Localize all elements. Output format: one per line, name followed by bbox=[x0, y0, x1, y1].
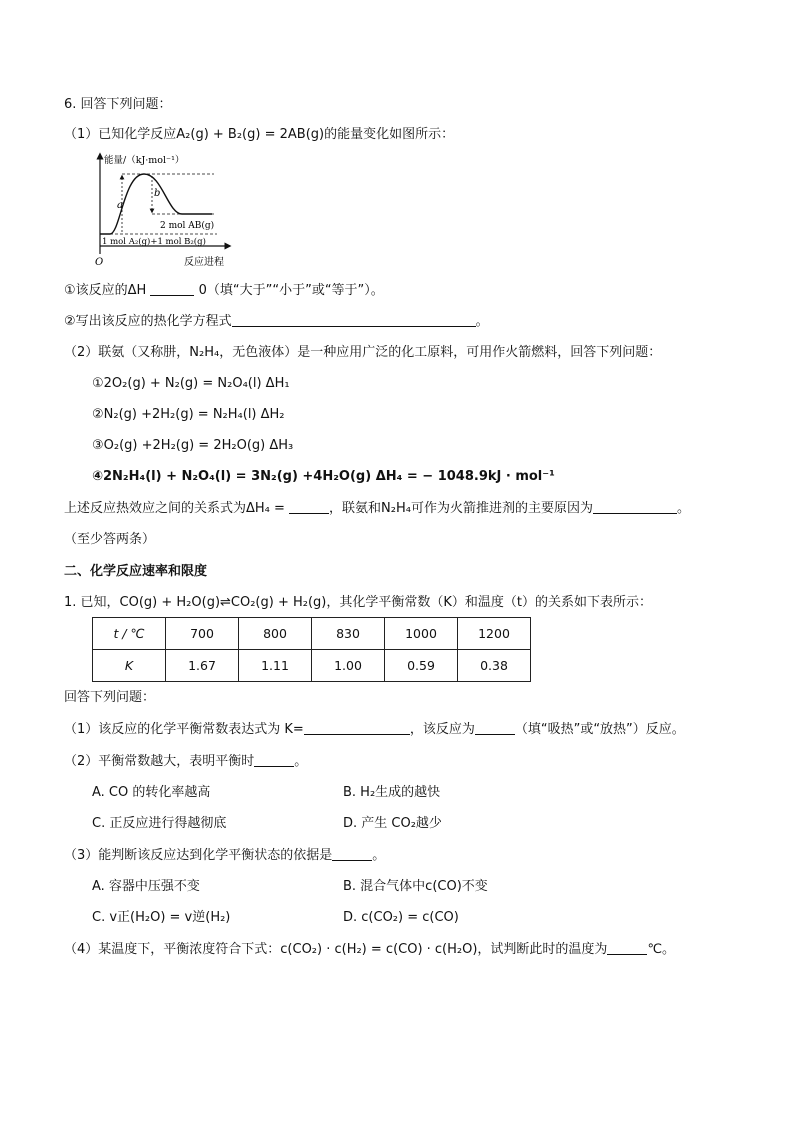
table-cell: 0.38 bbox=[458, 650, 531, 682]
q6-part2-intro: （2）联氨（又称肼，N₂H₄，无色液体）是一种应用广泛的化工原料，可用作火箭燃料，回答下列问题： bbox=[64, 345, 662, 360]
answer-blank-k-expression[interactable] bbox=[304, 720, 410, 735]
table-cell: 1.00 bbox=[312, 650, 385, 682]
equation-3: ③O₂(g) +2H₂(g) = 2H₂O(g) ΔH₃ bbox=[92, 438, 294, 453]
k-table bbox=[92, 617, 531, 682]
q6-sub2 bbox=[64, 312, 489, 332]
s3-line bbox=[64, 846, 385, 866]
answer-blank-reasons[interactable] bbox=[593, 499, 677, 514]
s2-line bbox=[64, 752, 307, 772]
answer-blank-temperature[interactable] bbox=[607, 940, 647, 955]
q6-relation-note: （至少答两条） bbox=[64, 532, 156, 547]
table-header-cell: K bbox=[93, 650, 166, 682]
s3-option-d[interactable]: D. c(CO₂) = c(CO) bbox=[343, 910, 459, 925]
table-cell: 1000 bbox=[385, 618, 458, 650]
s3-option-a[interactable]: A. 容器中压强不变 bbox=[92, 879, 200, 894]
table-row-k bbox=[93, 650, 531, 682]
s1-middle: ，该反应为 bbox=[409, 722, 475, 737]
table-cell: 0.59 bbox=[385, 650, 458, 682]
answer-blank-s3[interactable] bbox=[332, 846, 372, 861]
s2-option-a[interactable]: A. CO 的转化率越高 bbox=[92, 785, 211, 800]
table-cell: 1.11 bbox=[239, 650, 312, 682]
table-row-temperature bbox=[93, 618, 531, 650]
table-cell: 830 bbox=[312, 618, 385, 650]
table-header-cell: t / ℃ bbox=[93, 618, 166, 650]
s3-option-c[interactable]: C. v正(H₂O) = v逆(H₂) bbox=[92, 910, 231, 925]
q6-title: 6. 回答下列问题： bbox=[64, 97, 172, 112]
q6-sub1 bbox=[64, 281, 384, 301]
label-a: a bbox=[117, 200, 123, 211]
table-cell: 1200 bbox=[458, 618, 531, 650]
s2-option-d[interactable]: D. 产生 CO₂越少 bbox=[343, 816, 442, 831]
s1-suffix: （填“吸热”或“放热”）反应。 bbox=[514, 722, 685, 737]
answer-blank-dh-sign[interactable] bbox=[150, 281, 194, 296]
q6-part1-intro: （1）已知化学反应A₂(g) + B₂(g) = 2AB(g)的能量变化如图所示： bbox=[64, 127, 455, 142]
s1-prefix: （1）该反应的化学平衡常数表达式为 K= bbox=[64, 722, 304, 737]
sub1-suffix: 0（填“大于”“小于”或“等于”）。 bbox=[198, 283, 384, 298]
q1-intro: 1. 已知，CO(g) + H₂O(g)⇌CO₂(g) + H₂(g)，其化学平衡常数（K）和温度（t）的关系如下表所示： bbox=[64, 595, 652, 610]
answer-blank-heat-type[interactable] bbox=[475, 720, 515, 735]
sub2-prefix: ②写出该反应的热化学方程式 bbox=[64, 314, 232, 329]
x-axis-label: 反应进程 bbox=[184, 257, 224, 268]
s4-prefix: （4）某温度下，平衡浓度符合下式：c(CO₂) · c(H₂) = c(CO) · c(H₂O)，试判断此时的温度为 bbox=[64, 942, 608, 957]
s4-suffix: ℃。 bbox=[647, 942, 676, 957]
relation-suffix: 。 bbox=[676, 501, 690, 516]
s2-prefix: （2）平衡常数越大，表明平衡时 bbox=[64, 754, 255, 769]
q6-relation bbox=[64, 499, 690, 519]
s3-prefix: （3）能判断该反应达到化学平衡状态的依据是 bbox=[64, 848, 333, 863]
s2-option-b[interactable]: B. H₂生成的越快 bbox=[343, 785, 441, 800]
s3-suffix: 。 bbox=[372, 848, 386, 863]
section-heading: 二、化学反应速率和限度 bbox=[64, 564, 208, 579]
answer-blank-relation[interactable] bbox=[289, 499, 329, 514]
origin-label: O bbox=[95, 257, 104, 268]
table-cell: 1.67 bbox=[166, 650, 239, 682]
answer-blank-s2[interactable] bbox=[254, 752, 294, 767]
y-axis-label: 能量/（kJ·mol⁻¹） bbox=[104, 155, 185, 166]
reactant-label: 1 mol A₂(g)+1 mol B₂(g) bbox=[102, 237, 206, 247]
s2-suffix: 。 bbox=[294, 754, 308, 769]
equation-2: ②N₂(g) +2H₂(g) = N₂H₄(l) ΔH₂ bbox=[92, 407, 285, 422]
s2-option-c[interactable]: C. 正反应进行得越彻底 bbox=[92, 816, 227, 831]
s3-option-b[interactable]: B. 混合气体中c(CO)不变 bbox=[343, 879, 488, 894]
answer-blank-thermo-eq[interactable] bbox=[232, 312, 476, 327]
s1-line bbox=[64, 720, 685, 740]
product-label: 2 mol AB(g) bbox=[160, 221, 215, 231]
sub1-prefix: ①该反应的ΔH bbox=[64, 283, 147, 298]
table-cell: 700 bbox=[166, 618, 239, 650]
equation-1: ①2O₂(g) + N₂(g) = N₂O₄(l) ΔH₁ bbox=[92, 376, 290, 391]
sub2-suffix: 。 bbox=[475, 314, 489, 329]
table-cell: 800 bbox=[239, 618, 312, 650]
s4-line bbox=[64, 940, 675, 960]
relation-middle: ，联氨和N₂H₄可作为火箭推进剂的主要原因为 bbox=[329, 501, 593, 516]
label-b: b bbox=[154, 188, 161, 199]
answer-prompt: 回答下列问题： bbox=[64, 690, 156, 705]
equation-4: ④2N₂H₄(l) + N₂O₄(l) = 3N₂(g) +4H₂O(g) ΔH₄ = − 1048.9kJ · mol⁻¹ bbox=[92, 469, 555, 484]
relation-prefix: 上述反应热效应之间的关系式为ΔH₄ = bbox=[64, 501, 285, 516]
energy-diagram bbox=[92, 152, 262, 270]
